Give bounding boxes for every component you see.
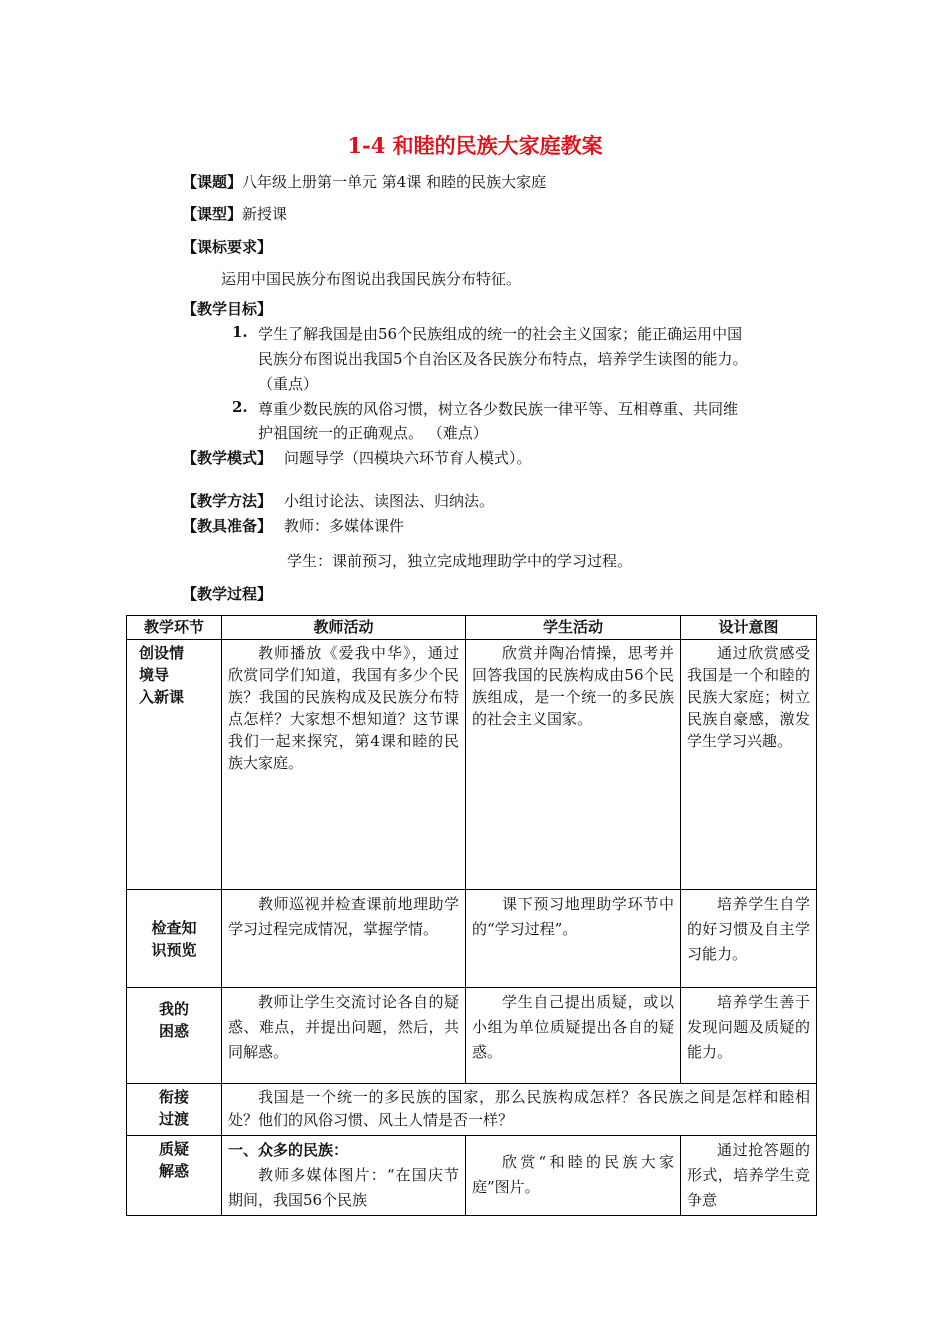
transition-stage: 衔接 过渡 [127, 1084, 222, 1136]
method-line [182, 490, 494, 511]
section-heading: 一、众多的民族： [228, 1141, 349, 1159]
teacher-cell [222, 890, 466, 988]
teacher-cell [222, 640, 466, 890]
tools-student: 学生：课前预习，独立完成地理助学中的学习过程。 [287, 552, 633, 570]
teacher-text: 教师巡视并检查课前地理助学学习过程完成情况，掌握学情。 [228, 895, 459, 938]
standard-value: 运用中国民族分布图说出我国民族分布特征。 [221, 270, 522, 288]
teacher-cell [222, 988, 466, 1084]
intent-cell [681, 640, 817, 890]
lesson-type-line [182, 203, 287, 224]
process-label-line [182, 583, 272, 604]
stage-cell: 我的 困惑 [127, 988, 222, 1084]
goal1-line3: （重点） [258, 375, 319, 393]
student-cell [466, 988, 681, 1084]
header-intent: 设计意图 [681, 616, 817, 640]
lesson-topic-label: 【课题】 [182, 173, 243, 191]
teacher-text: 教师让学生交流讨论各自的疑惑、难点，并提出问题，然后，共同解惑。 [228, 993, 459, 1061]
stage-cell: 检查知 识预览 [127, 890, 222, 988]
stage-cell: 创设情 境导 入新课 [127, 640, 222, 890]
student-cell [466, 890, 681, 988]
goals-label: 【教学目标】 [182, 300, 273, 318]
mode-line [182, 447, 532, 468]
last-row [127, 1136, 817, 1216]
teacher-cell [222, 1136, 466, 1216]
student-text: 课下预习地理助学环节中的“学习过程”。 [472, 895, 674, 938]
header-teacher: 教师活动 [222, 616, 466, 640]
goal2-number: 2. [232, 398, 248, 416]
goal1-line1: 学生了解我国是由56个民族组成的统一的社会主义国家；能正确运用中国 [258, 325, 743, 343]
tools-label: 【教具准备】 [182, 517, 273, 535]
goal2-line1: 尊重少数民族的风俗习惯，树立各少数民族一律平等、互相尊重、共同维 [258, 400, 739, 418]
goal2-line2: 护祖国统一的正确观点。 （难点） [258, 424, 488, 442]
table-row [127, 988, 817, 1084]
header-stage: 教学环节 [127, 616, 222, 640]
lesson-topic-value: 八年级上册第一单元 第4课 和睦的民族大家庭 [242, 173, 547, 191]
intent-text: 通过欣赏感受我国是一个和睦的民族大家庭；树立民族自豪感，激发学生学习兴趣。 [687, 644, 810, 750]
teaching-process-table [126, 615, 817, 1216]
student-text: 学生自己提出质疑，或以小组为单位质疑提出各自的疑惑。 [472, 993, 674, 1061]
stage-cell: 质疑 解惑 [127, 1136, 222, 1216]
standard-label-line [182, 236, 272, 257]
student-text: 欣赏并陶冶情操，思考并回答我国的民族构成由56个民族组成，是一个统一的多民族的社会主义国家。 [472, 644, 674, 728]
lesson-topic-line [182, 171, 546, 192]
transition-text: 我国是一个统一的多民族的国家，那么民族构成怎样？各民族之间是怎样和睦相处？他们的风俗习惯、风土人情是否一样？ [228, 1088, 810, 1129]
intent-text: 培养学生善于发现问题及质疑的能力。 [687, 993, 810, 1061]
transition-row [127, 1084, 817, 1136]
student-text: 欣赏“和睦的民族大家庭”图片。 [472, 1153, 674, 1196]
mode-value: 问题导学（四模块六环节育人模式）。 [284, 449, 532, 467]
process-label: 【教学过程】 [182, 585, 273, 603]
table-header-row [127, 616, 817, 640]
student-cell [466, 1136, 681, 1216]
goals-label-line [182, 298, 272, 319]
tools-teacher: 教师：多媒体课件 [284, 517, 405, 535]
page-title: 1-4 和睦的民族大家庭教案 [347, 133, 603, 158]
method-label: 【教学方法】 [182, 492, 273, 510]
mode-label: 【教学模式】 [182, 449, 273, 467]
teacher-text: 教师多媒体图片：“在国庆节期间，我国56个民族 [228, 1166, 459, 1209]
table-row [127, 890, 817, 988]
header-student: 学生活动 [466, 616, 681, 640]
intent-text: 培养学生自学的好习惯及自主学习能力。 [687, 895, 810, 963]
teacher-text: 教师播放《爱我中华》，通过欣赏同学们知道，我国有多少个民族？我国的民族构成及民族分布特点怎样？大家想不想知道？这节课我们一起来探究，第4课和睦的民族大家庭。 [228, 644, 459, 772]
table-row [127, 640, 817, 890]
goal1-line2: 民族分布图说出我国5个自治区及各民族分布特点，培养学生读图的能力。 [258, 350, 748, 368]
standard-label: 【课标要求】 [182, 238, 273, 256]
intent-cell [681, 890, 817, 988]
intent-cell [681, 988, 817, 1084]
goal1-number: 1. [232, 323, 248, 341]
transition-cell [222, 1084, 817, 1136]
lesson-type-value: 新授课 [242, 205, 288, 223]
intent-cell [681, 1136, 817, 1216]
intent-text: 通过抢答题的形式，培养学生竞争意 [687, 1141, 810, 1209]
tools-line [182, 515, 404, 536]
method-value: 小组讨论法、读图法、归纳法。 [284, 492, 495, 510]
student-cell [466, 640, 681, 890]
lesson-type-label: 【课型】 [182, 205, 243, 223]
